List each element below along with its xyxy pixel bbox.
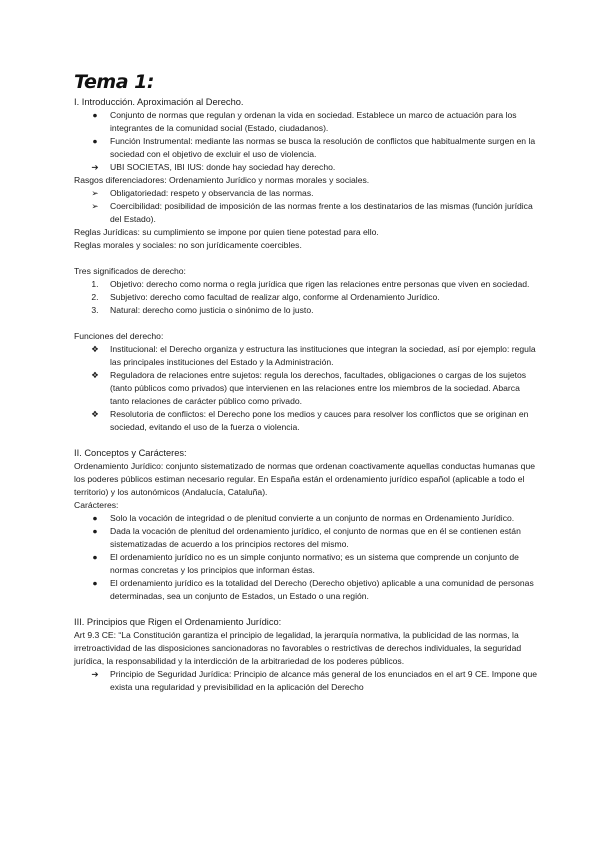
list-item: ➢ Obligatoriedad: respeto y observancia de las normas.	[74, 187, 540, 200]
funciones-list	[74, 343, 540, 434]
arrow-icon: ➔	[91, 669, 99, 679]
section-2-heading: II. Conceptos y Carácteres:	[74, 448, 187, 458]
list-item: ➔ UBI SOCIETAS, IBI IUS: donde hay sociedad hay derecho.	[74, 161, 540, 174]
intro-bullet-list	[74, 109, 540, 174]
list-item: 3. Natural: derecho como justicia o sinónimo de lo justo.	[74, 304, 540, 317]
bullet-icon: ●	[92, 513, 98, 523]
list-item: ➢ Coercibilidad: posibilidad de imposición de las normas frente a los destinatarios de las mismas (función jurídica del Estado).	[74, 200, 540, 226]
bullet-icon: ●	[92, 136, 98, 146]
bullet-icon: ●	[92, 526, 98, 536]
list-item: ❖ Institucional: el Derecho organiza y estructura las instituciones que integran la sociedad, así por ejemplo: regula las principales instituciones del Estado y la Administración.	[74, 343, 540, 369]
number-marker: 3.	[91, 305, 99, 315]
number-marker: 1.	[91, 279, 99, 289]
list-item: ● El ordenamiento jurídico es la totalidad del Derecho (Derecho objetivo) aplicable a una comunidad de personas determinadas, sea un conjunto de Estados, un Estado o una región.	[74, 577, 540, 603]
principios-list	[74, 668, 540, 694]
diamond-icon: ❖	[91, 370, 99, 380]
tres-significados-heading: Tres significados de derecho:	[74, 266, 186, 276]
section-1-heading: I. Introducción. Aproximación al Derecho.	[74, 97, 244, 107]
rasgos-list	[74, 187, 540, 226]
diamond-icon: ❖	[91, 409, 99, 419]
rasgos-heading: Rasgos diferenciadores: Ordenamiento Jurídico y normas morales y sociales.	[74, 175, 370, 185]
list-item: 2. Subjetivo: derecho como facultad de realizar algo, conforme al Ordenamiento Jurídico.	[74, 291, 540, 304]
list-item: ➔ Principio de Seguridad Jurídica: Principio de alcance más general de los enunciados en el art 9 CE. Impone que exista una regularidad y previsibilidad en la aplicación del Derecho	[74, 668, 540, 694]
ordenamiento-paragraph: Ordenamiento Jurídico: conjunto sistematizado de normas que ordenan coactivamente aquellas conductas humanas que los poderes públicos estiman necesario regular. En España están el ordenamiento jurídico español (aplicable a todo el territorio) y los autonómicos (Andalucía, Cataluña).	[74, 461, 535, 497]
bullet-icon: ●	[92, 552, 98, 562]
funciones-heading: Funciones del derecho:	[74, 331, 164, 341]
arrow-icon: ➔	[91, 162, 99, 172]
reglas-morales-text: Reglas morales y sociales: no son jurídicamente coercibles.	[74, 240, 302, 250]
number-marker: 2.	[91, 292, 99, 302]
bullet-icon: ●	[92, 110, 98, 120]
reglas-juridicas-text: Reglas Jurídicas: su cumplimiento se impone por quien tiene potestad para ello.	[74, 227, 379, 237]
tres-significados-list	[74, 278, 540, 317]
chevron-icon: ➢	[91, 201, 99, 211]
bullet-icon: ●	[92, 578, 98, 588]
list-item: ● Solo la vocación de integridad o de plenitud convierte a un conjunto de normas en Ordenamiento Jurídico.	[74, 512, 540, 525]
diamond-icon: ❖	[91, 344, 99, 354]
list-item: ❖ Resolutoria de conflictos: el Derecho pone los medios y cauces para resolver los conflictos que se originan en sociedad, evitando el uso de la fuerza o violencia.	[74, 408, 540, 434]
list-item: ● El ordenamiento jurídico no es un simple conjunto normativo; es un sistema que comprende un conjunto de normas concretas y los principios que informan éstas.	[74, 551, 540, 577]
chevron-icon: ➢	[91, 188, 99, 198]
art-9-3-paragraph: Art 9.3 CE: “La Constitución garantiza el principio de legalidad, la jerarquía normativa, la publicidad de las normas, la irretroactividad de las disposiciones sancionadoras no favorables o restrictivas de derechos individuales, la seguridad jurídica, la responsabilidad y la interdicción de la arbitrariedad de los poderes públicos.	[74, 630, 522, 666]
list-item: 1. Objetivo: derecho como norma o regla jurídica que rigen las relaciones entre personas que viven en sociedad.	[74, 278, 540, 291]
list-item: ❖ Reguladora de relaciones entre sujetos: regula los derechos, facultades, obligaciones o cargas de los sujetos (tanto públicos como privados) que intervienen en las relaciones entre los miembros de la sociedad. Abarca tanto relaciones de carácter público como privado.	[74, 369, 540, 408]
list-item: ● Conjunto de normas que regulan y ordenan la vida en sociedad. Establece un marco de actuación para los integrantes de la comunidad social (Estado, ciudadanos).	[74, 109, 540, 135]
caracteres-heading: Carácteres:	[74, 500, 119, 510]
list-item: ● Dada la vocación de plenitud del ordenamiento jurídico, el conjunto de normas que en él se contienen están sistematizadas de acuerdo a los principios rectores del mismo.	[74, 525, 540, 551]
page-title: Tema 1:	[74, 71, 154, 93]
caracteres-list	[74, 512, 540, 603]
section-3-heading: III. Principios que Rigen el Ordenamiento Jurídico:	[74, 617, 282, 627]
list-item: ● Función Instrumental: mediante las normas se busca la resolución de conflictos que habitualmente surgen en la sociedad con el objetivo de excluir el uso de violencia.	[74, 135, 540, 161]
